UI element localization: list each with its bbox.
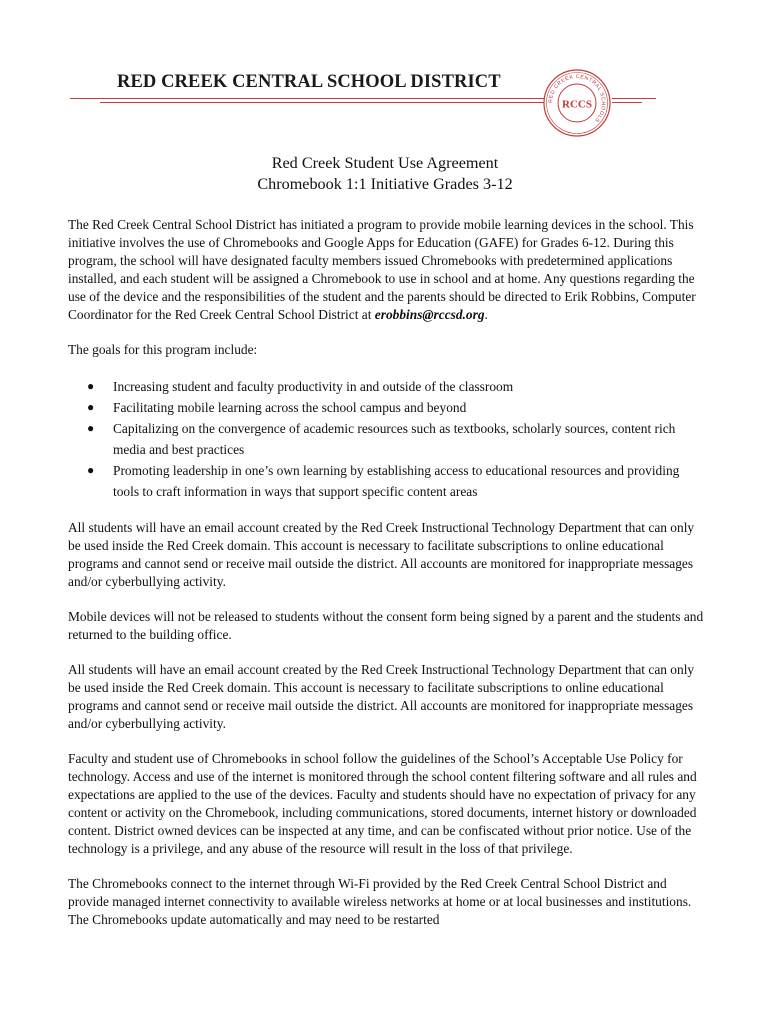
intro-paragraph xyxy=(68,216,708,324)
goal-text: Promoting leadership in one’s own learning by establishing access to educational resources and providing tools to craft information in ways that support specific content areas xyxy=(113,463,680,499)
title-line-1: Red Creek Student Use Agreement xyxy=(271,154,499,172)
letterhead-rule-top-right xyxy=(612,98,656,99)
bullet-icon: ● xyxy=(87,421,95,435)
email-account-paragraph-repeat: All students will have an email account created by the Red Creek Instructional Technology Department that can only be used inside the Red Creek domain. This account is necessary to facilitate subscriptions to online educational programs and cannot send or receive mail outside the district. All accounts are monitored for inappropriate messages and/or cyberbullying activity. xyxy=(68,662,695,731)
letterhead-rule-bottom-right xyxy=(612,102,642,103)
email-account-paragraph: All students will have an email account created by the Red Creek Instructional Technology Department that can only be used inside the Red Creek domain. This account is necessary to facilitate subscriptions to online educational programs and cannot send or receive mail outside the district. All accounts are monitored for inappropriate messages and/or cyberbullying activity. xyxy=(68,520,695,589)
document-body xyxy=(68,216,708,946)
district-seal-icon xyxy=(542,68,612,138)
letterhead xyxy=(0,0,770,140)
list-item xyxy=(68,397,708,418)
contact-email: erobbins@rccsd.org xyxy=(374,307,485,322)
letterhead-rule-top-left xyxy=(70,98,544,99)
list-item xyxy=(68,376,708,397)
document-title xyxy=(0,153,770,195)
intro-text-end: . xyxy=(484,307,488,322)
consent-paragraph: Mobile devices will not be released to students without the consent form being signed by a parent and the students and returned to the building office. xyxy=(68,609,704,642)
goal-text: Increasing student and faculty productivity in and outside of the classroom xyxy=(113,379,514,394)
goals-list xyxy=(68,376,708,502)
bullet-icon: ● xyxy=(87,379,95,393)
title-line-2: Chromebook 1:1 Initiative Grades 3-12 xyxy=(257,175,513,193)
acceptable-use-paragraph: Faculty and student use of Chromebooks in school follow the guidelines of the School’s Acceptable Use Policy for technology. Access and use of the internet is monitored through the school content filtering software and all rules and expectations are applied to the use of the devices. Faculty and students should have no expectation of privacy for any content or activity on the Chromebook, including communications, stored documents, internet history or downloaded content. District owned devices can be inspected at any time, and can be confiscated without prior notice. Use of the technology is a privilege, and any abuse of the resource will result in the loss of that privilege. xyxy=(68,751,697,856)
list-item xyxy=(68,460,708,502)
seal-ring-text: RED CREEK CENTRAL SCHOOLS xyxy=(547,73,607,124)
wifi-paragraph: The Chromebooks connect to the internet through Wi-Fi provided by the Red Creek Central School District and provide managed internet connectivity to available wireless networks at home or at local businesses and institutions. The Chromebooks update automatically and may need to be restarted xyxy=(68,876,692,927)
district-name: RED CREEK CENTRAL SCHOOL DISTRICT xyxy=(117,72,501,92)
letterhead-rule-bottom-left xyxy=(100,102,544,103)
bullet-icon: ● xyxy=(87,463,95,477)
seal-initials: RCCS xyxy=(562,98,592,111)
goal-text: Capitalizing on the convergence of academic resources such as textbooks, scholarly sources, content rich media and best practices xyxy=(113,421,676,457)
bullet-icon: ● xyxy=(87,400,95,414)
intro-text: The Red Creek Central School District has initiated a program to provide mobile learning devices in the school. This initiative involves the use of Chromebooks and Google Apps for Education (GAFE) for Grades 6-12. During this program, the school will have designated faculty members issued Chromebooks with predetermined applications installed, and each student will be assigned a Chromebook to use in school and at home. Any questions regarding the use of the device and the responsibilities of the student and the parents should be directed to Erik Robbins, Computer Coordinator for the Red Creek Central School District at xyxy=(68,217,696,322)
goal-text: Facilitating mobile learning across the school campus and beyond xyxy=(113,400,467,415)
list-item xyxy=(68,418,708,460)
goals-intro: The goals for this program include: xyxy=(68,342,258,357)
